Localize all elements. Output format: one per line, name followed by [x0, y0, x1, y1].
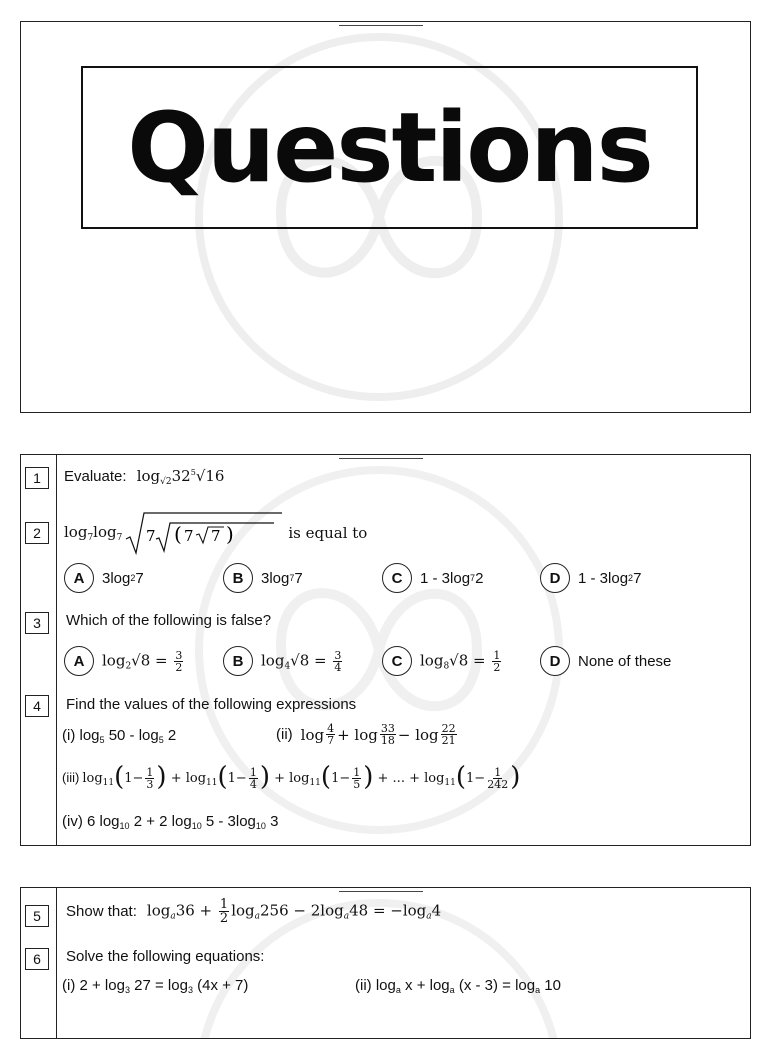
q5-line: Show that: $\log_a36$ + $\frac{1}{2}$ $\log_a256 - 2\log_a48 = -\log_a4$	[66, 897, 442, 926]
q2-tail: is equal to	[288, 524, 368, 542]
q1-label: Evaluate:	[64, 468, 127, 485]
top-mark	[339, 891, 423, 892]
question-number: 4	[25, 695, 49, 717]
q3-c-expr: $\log_8√8$ = $\frac{1}{2}$	[420, 648, 501, 674]
svg-text:7: 7	[146, 527, 156, 545]
q1-expression: $\log_{√2}32^5√16$	[136, 467, 225, 487]
q6-ii: (ii) $\log_a x + \log_a (x - 3) = \log_a 10$	[355, 977, 561, 995]
option-letter: C	[382, 646, 412, 676]
svg-text:): )	[226, 522, 235, 546]
q2-option-b[interactable]: B 3log 7 7	[223, 563, 303, 593]
question-number: 5	[25, 905, 49, 927]
svg-text:(: (	[174, 522, 183, 546]
questions-card-1	[20, 454, 751, 846]
q6-i: (i) $2 + \log_3 27 = \log_3 (4x + 7)$	[62, 977, 249, 995]
page-title: Questions	[127, 91, 652, 204]
q3-option-a[interactable]	[64, 646, 185, 676]
questions-card-2	[20, 887, 751, 1039]
number-column-divider	[56, 888, 57, 1038]
q2-radical	[124, 511, 284, 555]
q4-ii: (ii) log $\frac{4}{7}$ + log $\frac{33}{18}$ − log $\frac{22}{21}$	[276, 722, 456, 747]
option-letter: C	[382, 563, 412, 593]
q4-text: Find the values of the following expressions	[66, 696, 357, 713]
q2-option-d[interactable]: D 1 - 3log 2 7	[540, 563, 641, 593]
q3-option-b[interactable]	[223, 646, 344, 676]
number-column-divider	[56, 455, 57, 845]
option-letter: D	[540, 646, 570, 676]
q6-text: Solve the following equations:	[66, 948, 265, 965]
q5-expression: $\log_a36$ + $\frac{1}{2}$ $\log_a256 - 2\log_a48 = -\log_a4$	[146, 897, 442, 926]
question-number: 3	[25, 612, 49, 634]
option-letter: B	[223, 563, 253, 593]
top-mark	[339, 458, 423, 459]
question-number: 1	[25, 467, 49, 489]
q4-iii: (iii) $\log_{11}(1-$ $\frac{1}{3}$ ) + $\log_{11}(1-$ $\frac{1}{4}$ ) + $\log_{11}(1-$ $\frac{1}{5}$ ) + ... + $\log_{11}(1-$ $\frac{1}{242}$ )	[62, 762, 521, 792]
option-letter: B	[223, 646, 253, 676]
q3-text: Which of the following is false?	[66, 612, 272, 629]
q4-iv: (iv) 6 $\log_{10} 2 + 2$ $\log_{10} 5 - 3\log_{10}$ 3	[62, 813, 279, 831]
top-mark	[339, 25, 423, 26]
q2-option-c[interactable]: C 1 - 3log 7 2	[382, 563, 483, 593]
q3-b-expr: $\log_4√8$ = $\frac{3}{4}$	[261, 648, 342, 674]
question-number: 2	[25, 522, 49, 544]
q3-a-expr: $\log_2√8$ = $\frac{3}{2}$	[102, 648, 183, 674]
svg-text:7: 7	[184, 527, 194, 545]
q1-line	[64, 467, 224, 487]
q2-option-a[interactable]: A 3log 2 7	[64, 563, 144, 593]
option-letter: A	[64, 563, 94, 593]
option-letter: A	[64, 646, 94, 676]
q3-option-d[interactable]: D None of these	[540, 646, 671, 676]
q2-expression: $\log_7\log_7$ 7 ( 7 7 ) is equal to	[64, 511, 367, 555]
q3-option-c[interactable]	[382, 646, 503, 676]
title-box	[81, 66, 698, 229]
question-number: 6	[25, 948, 49, 970]
option-letter: D	[540, 563, 570, 593]
q4-i: (i) $\log_5 50 - \log_5 2$	[62, 727, 177, 745]
cover-card	[20, 21, 751, 413]
svg-text:7: 7	[211, 527, 221, 545]
